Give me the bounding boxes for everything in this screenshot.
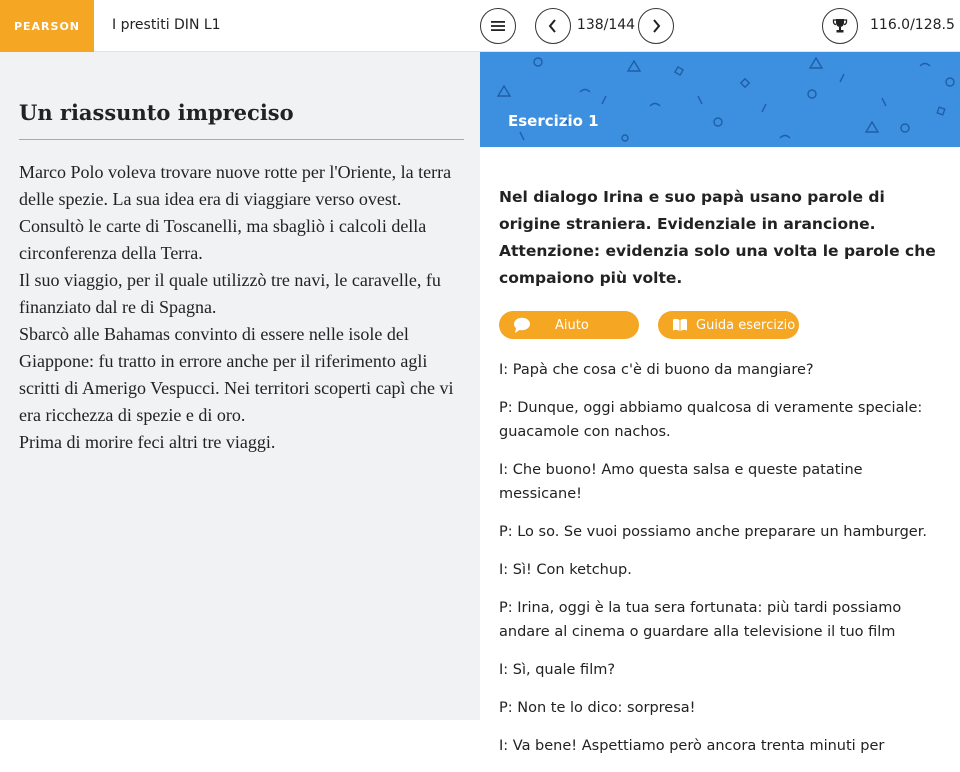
chevron-left-icon xyxy=(548,19,558,33)
exercise-banner xyxy=(480,52,960,147)
exercise-instructions: Nel dialogo Irina e suo papà usano parole di origine straniera. Evidenziale in arancione. Attenzione: evidenzia solo una volta le parole che compaiono più volte. xyxy=(499,188,936,287)
pearson-logo[interactable]: PEARSON xyxy=(0,0,94,52)
dialogue-line[interactable]: P: Irina, oggi è la tua sera fortunata: più tardi possiamo andare al cinema o guardare alla televisione il tuo film xyxy=(499,600,902,640)
trophy-icon xyxy=(832,18,848,34)
reading-title: Un riassunto impreciso xyxy=(19,100,464,140)
exercise-pane xyxy=(480,52,960,754)
previous-page-button[interactable] xyxy=(535,8,571,44)
dialogue-line[interactable]: I: Sì, quale film? xyxy=(499,662,616,678)
dialogue-line[interactable]: I: Va bene! Aspettiamo però ancora trenta minuti per xyxy=(499,738,885,754)
paragraph: Marco Polo voleva trovare nuove rotte per l'Oriente, la terra delle spezie. La sua idea era di viaggiare verso ovest. Consultò le carte di Toscanelli, ma sbagliò i calcoli della circonferenza della Terra. xyxy=(19,162,452,263)
paragraph: Sbarcò alle Bahamas convinto di essere nelle isole del Giappone: fu tratto in errore anche per il riferimento agli scritti di Amerigo Vespucci. Nei territori scoperti capì che vi era ricchezza di spezie e di oro. xyxy=(19,324,454,425)
reading-pane xyxy=(0,52,480,720)
exercise-title: Esercizio 1 xyxy=(508,112,599,130)
dialogue-text xyxy=(499,358,944,772)
chevron-right-icon xyxy=(651,19,661,33)
page-counter: 138/144 xyxy=(576,17,636,33)
guide-label: Guida esercizio xyxy=(696,317,796,333)
dialogue-line[interactable]: P: Non te lo dico: sorpresa! xyxy=(499,700,696,716)
book-icon xyxy=(672,318,688,332)
score: 116.0/128.5 xyxy=(870,17,955,33)
dialogue-line[interactable]: P: Lo so. Se vuoi possiamo anche preparare un hamburger. xyxy=(499,524,927,540)
reading-text xyxy=(19,159,469,456)
paragraph: Il suo viaggio, per il quale utilizzò tre navi, le caravelle, fu finanziato dal re di Spagna. xyxy=(19,270,441,317)
dialogue-line[interactable]: P: Dunque, oggi abbiamo qualcosa di veramente speciale: guacamole con nachos. xyxy=(499,400,923,440)
help-button[interactable] xyxy=(499,311,639,339)
document-title: I prestiti DIN L1 xyxy=(112,17,221,33)
menu-icon xyxy=(491,20,505,32)
dialogue-line[interactable]: I: Papà che cosa c'è di buono da mangiare? xyxy=(499,362,814,378)
top-bar xyxy=(0,0,960,52)
exercise-guide-button[interactable] xyxy=(658,311,799,339)
trophy-button[interactable] xyxy=(822,8,858,44)
dialogue-line[interactable]: I: Che buono! Amo questa salsa e queste patatine messicane! xyxy=(499,462,863,502)
speech-bubble-icon xyxy=(513,317,531,333)
paragraph: Prima di morire feci altri tre viaggi. xyxy=(19,432,276,452)
next-page-button[interactable] xyxy=(638,8,674,44)
menu-button[interactable] xyxy=(480,8,516,44)
dialogue-line[interactable]: I: Sì! Con ketchup. xyxy=(499,562,632,578)
banner-pattern xyxy=(480,52,960,147)
help-label: Aiuto xyxy=(555,317,589,333)
